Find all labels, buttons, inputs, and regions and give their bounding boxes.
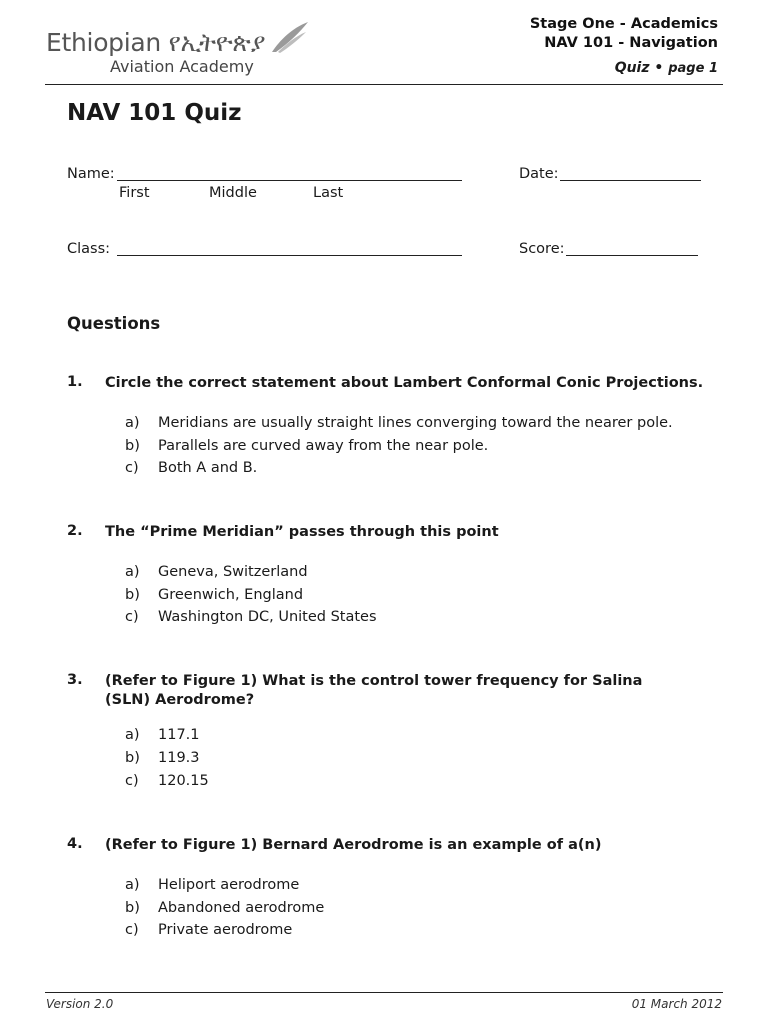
logo-subtitle: Aviation Academy <box>110 57 254 76</box>
question-text: Circle the correct statement about Lambert Conformal Conic Projections. <box>105 375 704 391</box>
name-label: Name: <box>67 166 115 182</box>
option-letter[interactable]: a) <box>125 564 140 580</box>
option-letter[interactable]: c) <box>125 922 139 938</box>
option-letter[interactable]: b) <box>125 900 140 916</box>
question-text: The “Prime Meridian” passes through this point <box>105 524 499 540</box>
option-text[interactable]: Meridians are usually straight lines converging toward the nearer pole. <box>158 415 673 431</box>
question-text: (Refer to Figure 1) Bernard Aerodrome is an example of a(n) <box>105 837 602 853</box>
version-label: Version 2.0 <box>46 997 114 1011</box>
option-text[interactable]: Parallels are curved away from the near pole. <box>158 438 489 454</box>
question-text: (Refer to Figure 1) What is the control tower frequency for Salina (SLN) Aerodrome? <box>105 673 643 708</box>
name-field[interactable] <box>117 180 462 181</box>
bullet-separator: • <box>654 60 664 76</box>
option-text[interactable]: Greenwich, England <box>158 587 304 603</box>
option-letter[interactable]: c) <box>125 609 139 625</box>
option-letter[interactable]: a) <box>125 877 140 893</box>
option-text[interactable]: 119.3 <box>158 750 200 766</box>
option-text[interactable]: Heliport aerodrome <box>158 877 300 893</box>
course-label: NAV 101 - Navigation <box>544 35 718 51</box>
option-text[interactable]: 120.15 <box>158 773 209 789</box>
header-rule <box>45 84 723 85</box>
page-title: NAV 101 Quiz <box>67 100 242 126</box>
class-field[interactable] <box>117 255 462 256</box>
logo-text: Ethiopian የኢትዮጵያ <box>46 28 266 57</box>
feather-logo-icon <box>268 20 310 54</box>
option-letter[interactable]: b) <box>125 438 140 454</box>
option-letter[interactable]: a) <box>125 727 140 743</box>
option-text[interactable]: Geneva, Switzerland <box>158 564 308 580</box>
option-text[interactable]: Both A and B. <box>158 460 258 476</box>
class-label: Class: <box>67 241 111 257</box>
option-letter[interactable]: a) <box>125 415 140 431</box>
option-text[interactable]: Abandoned aerodrome <box>158 900 325 916</box>
question-number: 4. <box>67 836 83 852</box>
option-text[interactable]: Private aerodrome <box>158 922 293 938</box>
page-number: page 1 <box>668 61 718 76</box>
score-label: Score: <box>519 241 565 257</box>
option-text[interactable]: 117.1 <box>158 727 200 743</box>
option-text[interactable]: Washington DC, United States <box>158 609 377 625</box>
date-label: Date: <box>519 166 559 182</box>
name-middle-caption: Middle <box>209 185 257 201</box>
footer-rule <box>45 992 723 993</box>
question-number: 2. <box>67 523 83 539</box>
name-first-caption: First <box>119 185 150 201</box>
question-number: 3. <box>67 672 83 688</box>
stage-label: Stage One - Academics <box>529 16 718 32</box>
question-number: 1. <box>67 374 83 390</box>
quiz-label: Quiz <box>614 60 650 76</box>
option-letter[interactable]: c) <box>125 773 139 789</box>
option-letter[interactable]: b) <box>125 587 140 603</box>
option-letter[interactable]: b) <box>125 750 140 766</box>
name-last-caption: Last <box>313 185 344 201</box>
footer-date: 01 March 2012 <box>631 997 722 1011</box>
option-letter[interactable]: c) <box>125 460 139 476</box>
score-field[interactable] <box>566 255 698 256</box>
date-field[interactable] <box>560 180 701 181</box>
quiz-page-label <box>615 60 718 76</box>
questions-heading: Questions <box>67 314 161 333</box>
